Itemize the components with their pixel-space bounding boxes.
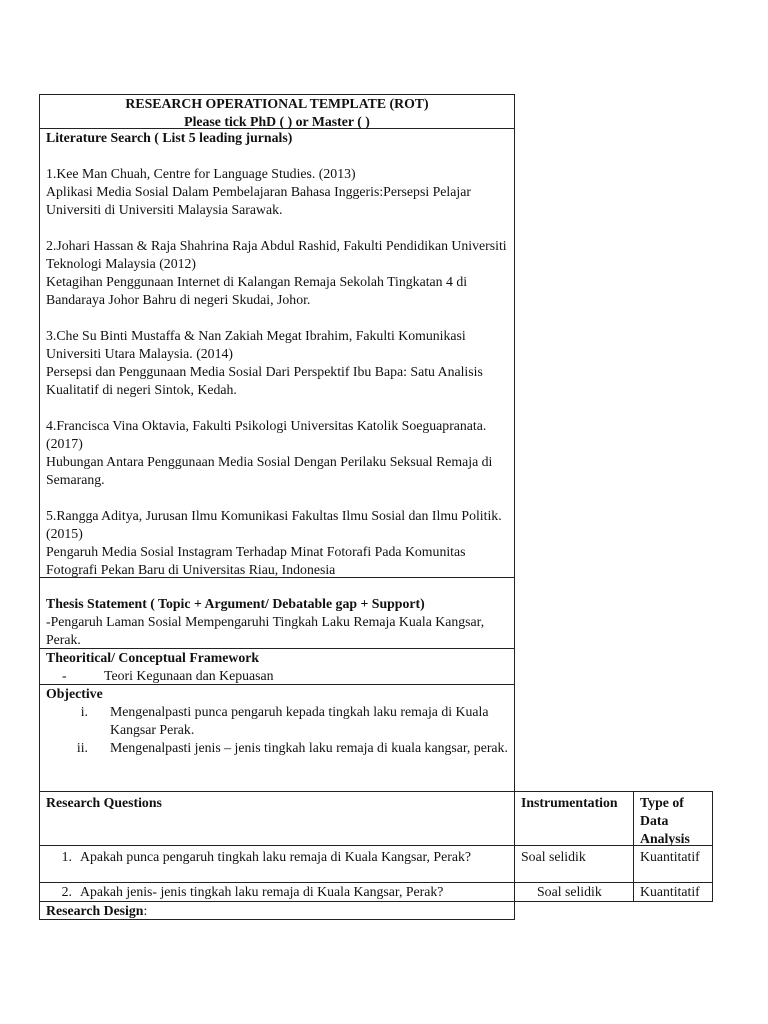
degree-tick-line: Please tick PhD ( ) or Master ( ) (184, 114, 370, 129)
ref-title: Ketagihan Penggunaan Internet di Kalangan Remaja Sekolah Tingkatan 4 di Bandaraya Johor Bahru di negeri Skudai, Johor. (46, 274, 468, 307)
ref-author: 4.Francisca Vina Oktavia, Fakulti Psikologi Universitas Katolik Soeguapranata. (2017) (46, 418, 487, 451)
ref-title: Hubungan Antara Penggunaan Media Sosial Dengan Perilaku Seksual Remaja di Semarang. (46, 454, 493, 487)
research-design-section (39, 901, 515, 920)
rq-num: 2. (61, 884, 72, 899)
rq-header-cell (39, 791, 515, 846)
literature-ref-1 (46, 165, 508, 219)
framework-heading: Theoritical/ Conceptual Framework (46, 650, 260, 665)
thesis-section (39, 577, 515, 649)
research-design-label: Research Design (46, 903, 144, 918)
template-title: RESEARCH OPERATIONAL TEMPLATE (ROT) (125, 96, 429, 111)
instrumentation-heading: Instrumentation (521, 795, 618, 810)
instrument-value: Soal selidik (537, 884, 602, 899)
ref-author: 1.Kee Man Chuah, Centre for Language Studies. (2013) (46, 166, 356, 181)
objective-item-2 (46, 739, 508, 757)
rq-row-2-instrument (514, 882, 634, 902)
ref-author: 3.Che Su Binti Mustaffa & Nan Zakiah Megat Ibrahim, Fakulti Komunikasi Universiti Utara Malaysia. (2014) (46, 328, 466, 361)
rq-heading: Research Questions (46, 795, 162, 810)
instrumentation-header-cell (514, 791, 634, 846)
literature-ref-4 (46, 417, 508, 489)
framework-item (46, 667, 508, 685)
literature-ref-5 (46, 507, 508, 579)
literature-ref-3 (46, 327, 508, 399)
ref-title: Persepsi dan Penggunaan Media Sosial Dari Perspektif Ibu Bapa: Satu Analisis Kualitatif di negeri Sintok, Kedah. (46, 364, 483, 397)
analysis-value: Kuantitatif (640, 884, 700, 899)
literature-section (39, 128, 515, 578)
rq-num: 1. (61, 849, 72, 864)
objective-item-1 (46, 703, 508, 739)
rq-row-1-analysis (633, 845, 713, 883)
objective-heading: Objective (46, 686, 103, 701)
rq-row-2-question (39, 882, 515, 902)
instrument-value: Soal selidik (521, 849, 586, 864)
objective-num: ii. (76, 740, 88, 755)
literature-heading: Literature Search ( List 5 leading jurnals) (46, 130, 293, 145)
framework-section (39, 648, 515, 685)
analysis-value: Kuantitatif (640, 849, 700, 864)
objective-text: Mengenalpasti jenis – jenis tingkah laku remaja di kuala kangsar, perak. (110, 740, 508, 755)
ref-title: Aplikasi Media Sosial Dalam Pembelajaran Bahasa Inggeris:Persepsi Pelajar Universiti di Universiti Malaysia Sarawak. (46, 184, 471, 217)
rq-row-1-question (39, 845, 515, 883)
research-design-colon: : (143, 903, 148, 918)
objective-num: i. (80, 704, 88, 719)
thesis-heading: Thesis Statement ( Topic + Argument/ Debatable gap + Support) (46, 596, 425, 611)
objective-text: Mengenalpasti punca pengaruh kepada tingkah laku remaja di Kuala Kangsar Perak. (110, 704, 489, 737)
analysis-header-cell (633, 791, 713, 846)
rq-text: Apakah jenis- jenis tingkah laku remaja di Kuala Kangsar, Perak? (80, 884, 444, 899)
rq-row-1-instrument (514, 845, 634, 883)
rq-text: Apakah punca pengaruh tingkah laku remaja di Kuala Kangsar, Perak? (80, 849, 471, 864)
framework-item-text: Teori Kegunaan dan Kepuasan (104, 668, 274, 683)
template-header (39, 94, 515, 129)
thesis-text: -Pengaruh Laman Sosial Mempengaruhi Tingkah Laku Remaja Kuala Kangsar, Perak. (46, 614, 485, 647)
analysis-heading: Type of Data Analysis (640, 795, 690, 846)
ref-author: 5.Rangga Aditya, Jurusan Ilmu Komunikasi Fakultas Ilmu Sosial dan Ilmu Politik. (2015) (46, 508, 502, 541)
bullet-dash: - (62, 668, 67, 683)
ref-author: 2.Johari Hassan & Raja Shahrina Raja Abdul Rashid, Fakulti Pendidikan Universiti Teknologi Malaysia (2012) (46, 238, 507, 271)
objective-section (39, 684, 515, 792)
literature-ref-2 (46, 237, 508, 309)
ref-title: Pengaruh Media Sosial Instagram Terhadap Minat Fotorafi Pada Komunitas Fotografi Pekan Baru di Universitas Riau, Indonesia (46, 544, 466, 577)
rq-row-2-analysis (633, 882, 713, 902)
